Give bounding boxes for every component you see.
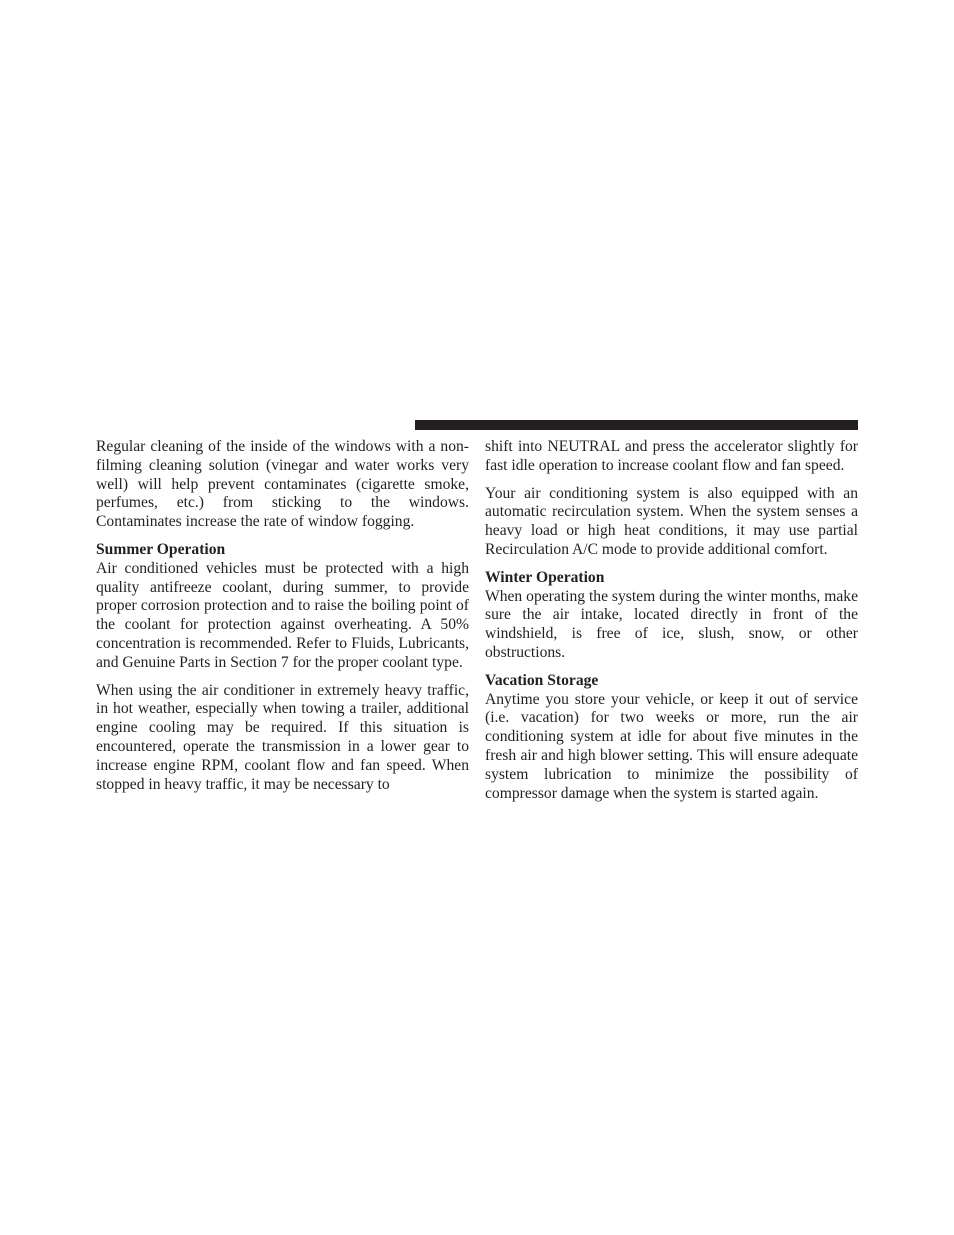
neutral-continuation-paragraph: shift into NEUTRAL and press the accelerator slightly for fast idle operation to increase coolant flow and fan speed. <box>485 438 858 474</box>
vacation-storage-paragraph: Anytime you store your vehicle, or keep it out of service (i.e. vacation) for two weeks or more, run the air conditioning system at idle for about five minutes in the fresh air and high blower setting. This will ensure adequate system lubrication to minimize the possibility of compressor damage when the system is started again. <box>485 690 858 802</box>
summer-operation-heading: Summer Operation <box>96 540 226 558</box>
recirculation-paragraph: Your air conditioning system is also equipped with an automatic recirculation system. When the system senses a heavy load or high heat conditions, it may use partial Recirculation A/C mode to provide additional comfort. <box>485 484 858 558</box>
summer-traffic-paragraph: When using the air conditioner in extremely heavy traffic, in hot weather, especially when towing a trailer, additional engine cooling may be required. If this situation is encountered, operate the transmission in a lower gear to increase engine RPM, coolant flow and fan speed. When stopped in heavy traffic, it may be necessary to <box>96 681 469 793</box>
section-header-bar <box>415 420 858 430</box>
left-column <box>96 438 469 803</box>
right-column <box>485 438 858 812</box>
summer-coolant-paragraph: Air conditioned vehicles must be protected with a high quality antifreeze coolant, during summer, to provide proper corrosion protection and to raise the boiling point of the coolant for protection against overheating. A 50% concentration is recommended. Refer to Fluids, Lubricants, and Genuine Parts in Section 7 for the proper coolant type. <box>96 559 469 671</box>
vacation-storage-heading: Vacation Storage <box>485 671 599 689</box>
winter-operation-paragraph: When operating the system during the winter months, make sure the air intake, located directly in front of the windshield, is free of ice, slush, snow, or other obstructions. <box>485 587 858 661</box>
winter-operation-heading: Winter Operation <box>485 568 605 586</box>
window-cleaning-paragraph: Regular cleaning of the inside of the windows with a non-filming cleaning solution (vinegar and water works very well) will help prevent contaminates (cigarette smoke, perfumes, etc.) from sticking to the windows. Contaminates increase the rate of window fogging. <box>96 438 469 531</box>
